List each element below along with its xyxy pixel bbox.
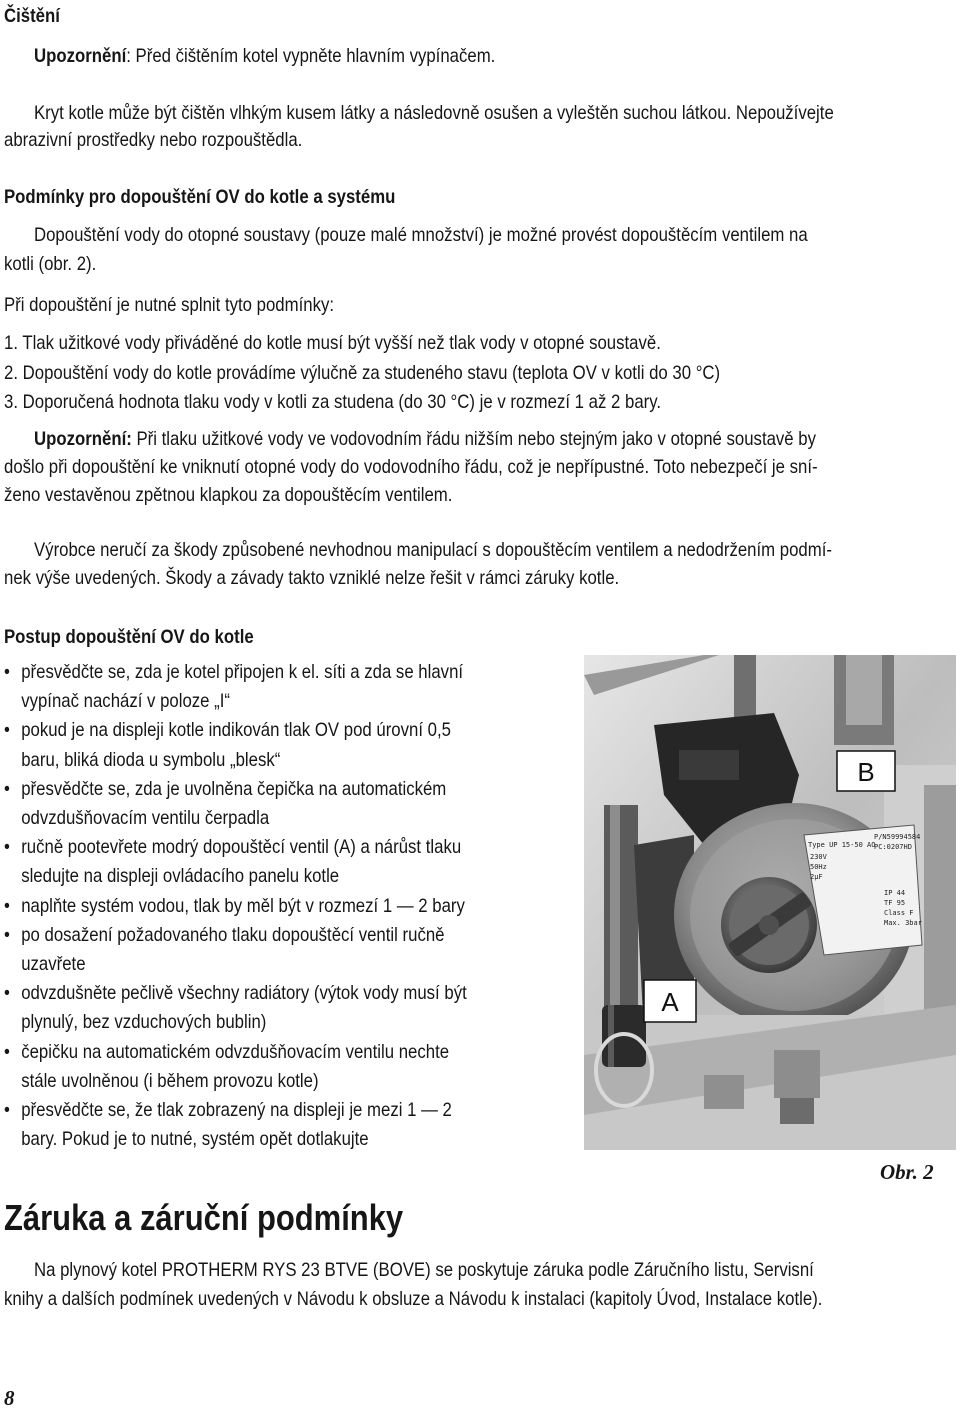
list-item: • ručně pootevřete modrý dopouštěcí ventil (A) a nárůst tlaku sledujte na displeji ovládacího panelu kotle (4, 833, 553, 891)
plate-line: 2µF (810, 873, 823, 881)
refill-warning-line2: došlo při dopouštění ke vniknutí otopné vody do vodovodního řádu, což je nepřípustné. Toto nebezpečí je sní- (4, 456, 818, 478)
refill-warning-line1: Upozornění: Při tlaku užitkové vody ve vodovodním řádu nižším nebo stejným jako v otopné soustavě by (34, 428, 817, 450)
plate-line: 230V (810, 853, 827, 861)
list-item: • čepičku na automatickém odvzdušňovacím ventilu nechte stále uvolněnou (i během provozu kotle) (4, 1038, 553, 1096)
list-item: • naplňte systém vodou, tlak by měl být v rozmezí 1 — 2 bary (4, 892, 553, 921)
section-title-cleaning: Čištění (4, 5, 60, 27)
condition-item-1: 1. Tlak užitkové vody přiváděné do kotle musí být vyšší než tlak vody v otopné soustavě. (4, 332, 661, 354)
plate-line: 50Hz (810, 863, 827, 871)
warranty-text-line1: Na plynový kotel PROTHERM RYS 23 BTVE (BOVE) se poskytuje záruka podle Záručního listu, Servisní (34, 1259, 814, 1281)
section-title-refill-conditions: Podmínky pro dopouštění OV do kotle a systému (4, 186, 396, 208)
figure-label-a: A (661, 987, 679, 1017)
figure-label-b: B (857, 757, 875, 787)
plate-line: IP 44 (884, 889, 906, 897)
condition-item-3: 3. Doporučená hodnota tlaku vody v kotli za studena (do 30 °C) je v rozmezí 1 až 2 bary. (4, 391, 662, 413)
warranty-text-line2: knihy a dalších podmínek uvedených v Návodu k obsluze a Návodu k instalaci (kapitoly Úvod, Instalace kotle). (4, 1288, 823, 1310)
list-item: • přesvědčte se, zda je uvolněna čepička na automatickém odvzdušňovacím ventilu čerpadla (4, 775, 553, 833)
procedure-steps (4, 658, 628, 1154)
list-item: • po dosažení požadovaného tlaku dopouštěcí ventil ručně uzavřete (4, 921, 553, 979)
list-item: • odvzdušněte pečlivě všechny radiátory (výtok vody musí být plynulý, bez vzduchových bublin) (4, 979, 553, 1037)
refill-list-intro: Při dopouštění je nutné splnit tyto podmínky: (4, 294, 335, 316)
refill-intro-line2: kotli (obr. 2). (4, 253, 97, 275)
liability-line2: nek výše uvedených. Škody a závady takto vzniklé nelze řešit v rámci záruky kotle. (4, 567, 620, 589)
page-number: 8 (4, 1386, 15, 1410)
plate-line: TF 95 (884, 899, 906, 907)
plate-line: PC:0207HD (874, 843, 912, 851)
list-item: • pokud je na displeji kotle indikován tlak OV pod úrovní 0,5 baru, bliká dioda u symbolu „blesk“ (4, 716, 553, 774)
refill-intro-line1: Dopouštění vody do otopné soustavy (pouze malé množství) je možné provést dopouštěcím ventilem na (34, 224, 808, 246)
list-item: • přesvědčte se, že tlak zobrazený na displeji je mezi 1 — 2 bary. Pokud je to nutné, systém opět dotlakujte (4, 1096, 553, 1154)
liability-line1: Výrobce neručí za škody způsobené nevhodnou manipulací s dopouštěcím ventilem a nedodržením podmí- (34, 539, 832, 561)
plate-line: Type UP 15-50 AO (808, 841, 876, 849)
warning-text: : Před čištěním kotel vypněte hlavním vypínačem. (126, 45, 496, 67)
plate-line: P/N59994584 (874, 833, 921, 841)
cleaning-warning (34, 44, 495, 69)
section-title-refill-procedure: Postup dopouštění OV do kotle (4, 626, 254, 648)
condition-item-2: 2. Dopouštění vody do kotle provádíme výlučně za studeného stavu (teplota OV v kotli do 30 °C) (4, 362, 721, 384)
list-item: • přesvědčte se, zda je kotel připojen k el. síti a zda se hlavní vypínač nachází v poloze „I“ (4, 658, 553, 716)
refill-warning-line3: ženo vestavěnou zpětnou klapkou za dopouštěcím ventilem. (4, 484, 453, 506)
warning-label: Upozornění (34, 45, 127, 67)
cleaning-text-line2: abrazivní prostředky nebo rozpouštědla. (4, 129, 303, 151)
plate-line: Class F (884, 909, 914, 917)
pump-photo (584, 655, 956, 1150)
cleaning-text-line1: Kryt kotle může být čištěn vlhkým kusem látky a následovně osušen a vyleštěn suchou látkou. Nepoužívejte (34, 102, 834, 124)
figure-caption: Obr. 2 (880, 1160, 934, 1184)
section-title-warranty: Záruka a záruční podmínky (4, 1197, 404, 1238)
refill-warning-label: Upozornění: (34, 428, 132, 450)
plate-line: Max. 3bar (884, 919, 922, 927)
